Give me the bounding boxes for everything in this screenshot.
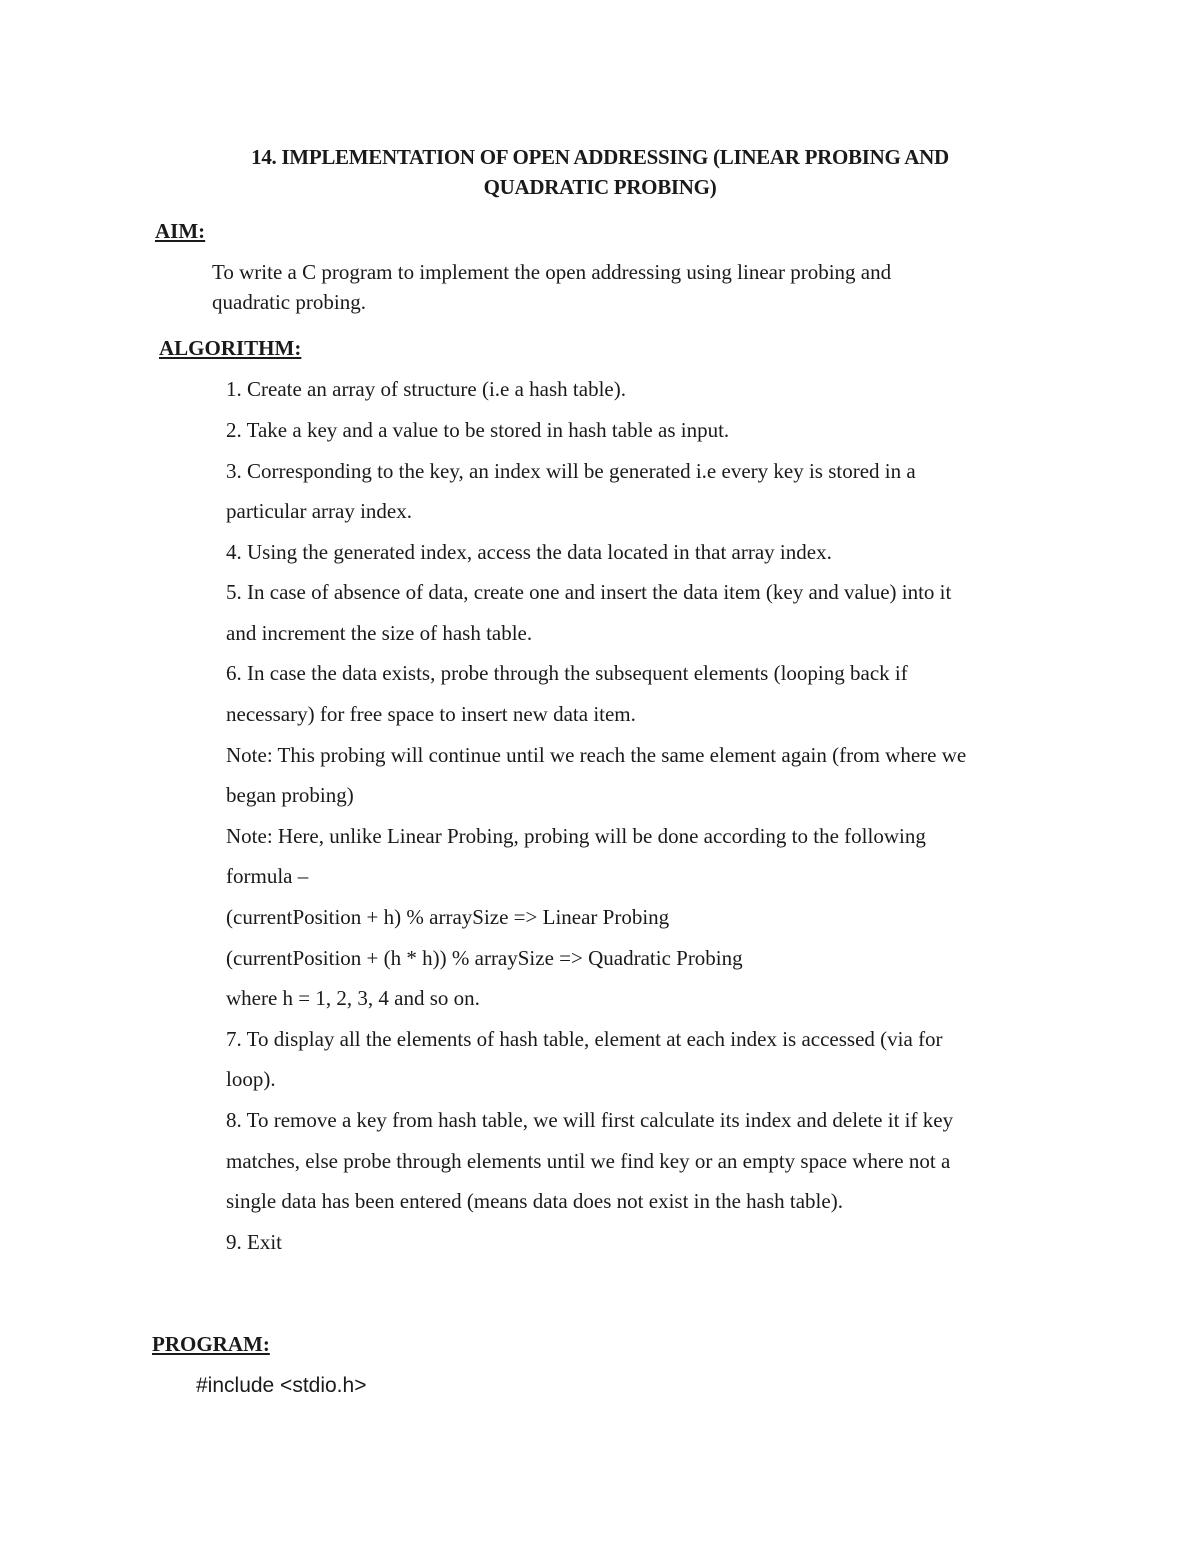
algorithm-line: single data has been entered (means data does not exist in the hash table).	[226, 1189, 843, 1213]
algorithm-line: began probing)	[226, 783, 354, 807]
algorithm-line: loop).	[226, 1067, 276, 1091]
algorithm-line: Note: Here, unlike Linear Probing, probing will be done according to the following	[226, 824, 926, 848]
aim-text-line-1: To write a C program to implement the open addressing using linear probing and	[212, 260, 892, 284]
algorithm-line: (currentPosition + (h * h)) % arraySize => Quadratic Probing	[226, 946, 743, 970]
algorithm-line: 9. Exit	[226, 1230, 282, 1254]
page-title-line-2: QUADRATIC PROBING)	[483, 175, 717, 199]
algorithm-line: matches, else probe through elements until we find key or an empty space where not a	[226, 1149, 951, 1173]
algorithm-line: 2. Take a key and a value to be stored in hash table as input.	[226, 418, 730, 442]
algorithm-line: 1. Create an array of structure (i.e a hash table).	[226, 377, 626, 401]
aim-text-line-2: quadratic probing.	[212, 290, 366, 314]
algorithm-line: 3. Corresponding to the key, an index will be generated i.e every key is stored in a	[226, 459, 916, 483]
algorithm-line: Note: This probing will continue until we reach the same element again (from where we	[226, 743, 967, 767]
algorithm-heading: ALGORITHM:	[159, 336, 302, 360]
algorithm-line: 4. Using the generated index, access the data located in that array index.	[226, 540, 832, 564]
algorithm-line: where h = 1, 2, 3, 4 and so on.	[226, 986, 480, 1010]
algorithm-line: particular array index.	[226, 499, 412, 523]
algorithm-line: 7. To display all the elements of hash table, element at each index is accessed (via for	[226, 1027, 943, 1051]
algorithm-line: 5. In case of absence of data, create one and insert the data item (key and value) into it	[226, 580, 952, 604]
algorithm-line: (currentPosition + h) % arraySize => Linear Probing	[226, 905, 670, 929]
program-heading: PROGRAM:	[152, 1332, 270, 1356]
algorithm-line: necessary) for free space to insert new data item.	[226, 702, 636, 726]
algorithm-line: formula –	[226, 864, 309, 888]
page-title-line-1: 14. IMPLEMENTATION OF OPEN ADDRESSING (LINEAR PROBING AND	[251, 145, 949, 169]
algorithm-line: and increment the size of hash table.	[226, 621, 533, 645]
algorithm-line: 6. In case the data exists, probe through the subsequent elements (looping back if	[226, 661, 908, 685]
algorithm-line: 8. To remove a key from hash table, we will first calculate its index and delete it if key	[226, 1108, 954, 1132]
code-line: #include <stdio.h>	[196, 1374, 367, 1397]
aim-heading: AIM:	[155, 219, 206, 243]
